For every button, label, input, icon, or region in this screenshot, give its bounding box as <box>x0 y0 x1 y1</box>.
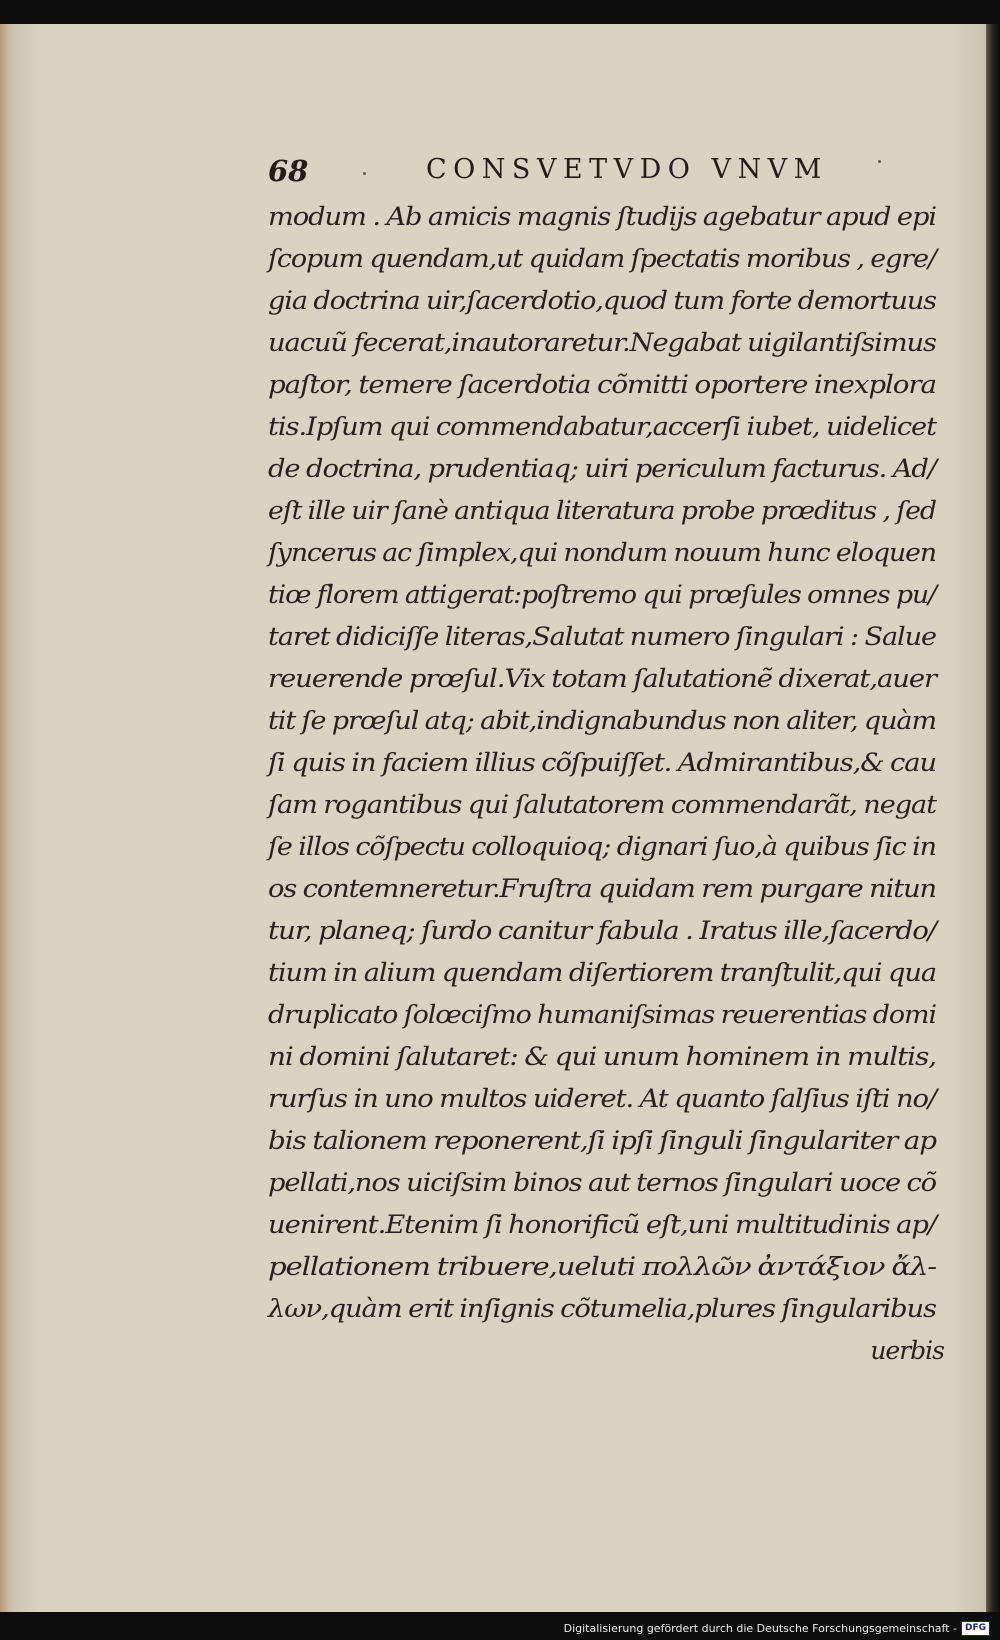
text-line: tis.Ipſum qui commendabatur,accerſi iubet, uidelicet <box>268 412 936 441</box>
text-line: ſyncerus ac ſimplex,qui nondum nouum hunc eloquen <box>268 538 936 567</box>
ornament-dot-icon <box>878 160 881 163</box>
text-line: reuerende prœſul.Vix totam ſalutationẽ dixerat,auer <box>268 664 936 693</box>
catchword: uerbis <box>870 1336 944 1365</box>
text-line: druplicato ſolœciſmo humaniſsimas reuerentias domi <box>268 1000 936 1029</box>
text-line: eſt ille uir ſanè antiqua literatura probe prœditus , ſed <box>268 496 936 525</box>
text-line: os contemneretur.Fruſtra quidam rem purgare nitun <box>268 874 936 903</box>
text-line: pellationem tribuere,ueluti πολλῶν ἀντάξιον ἄλ- <box>268 1252 936 1281</box>
dfg-logo: DFG <box>961 1621 990 1636</box>
text-line: bis talionem reponerent,ſi ipſi ſinguli ſingulariter ap <box>268 1126 936 1155</box>
text-line: uacuũ fecerat,inautoraretur.Negabat uigilantiſsimus <box>268 328 936 357</box>
text-line: ſe illos cõſpectu colloquioq; dignari ſuo,à quibus ſic in <box>268 832 936 861</box>
text-line: rurſus in uno multos uideret. At quanto ſalſius iſti no/ <box>268 1084 936 1113</box>
body-text <box>268 196 944 1372</box>
credit-text: Digitalisierung gefördert durch die Deutsche Forschungsgemeinschaft - <box>563 1622 957 1635</box>
text-line: taret didiciſſe literas,Salutat numero ſingulari : Salue <box>268 622 936 651</box>
text-line: uenirent.Etenim ſi honorificũ eſt,uni multitudinis ap/ <box>268 1210 936 1239</box>
text-line: ni domini ſalutaret: & qui unum hominem in multis, <box>268 1042 936 1071</box>
digitization-credit <box>564 1621 990 1636</box>
text-line: tium in alium quendam diſertiorem tranſtulit,qui qua <box>268 958 936 987</box>
text-line: tur, planeq; ſurdo canitur fabula . Iratus ille,ſacerdo/ <box>268 916 936 945</box>
running-title: CONSVETVDO VNVM <box>426 154 828 185</box>
page-number: 68 <box>268 154 309 188</box>
text-line: modum . Ab amicis magnis ſtudijs agebatur apud epi <box>268 202 936 231</box>
page-gutter-shadow <box>0 24 10 1612</box>
text-line: gia doctrina uir,ſacerdotio,quod tum forte demortuus <box>268 286 936 315</box>
text-line: ſi quis in faciem illius cõſpuiſſet. Admirantibus,& cau <box>268 748 936 777</box>
text-line: pellati,nos uiciſsim binos aut ternos ſingulari uoce cõ <box>268 1168 936 1197</box>
page-edge-shadow <box>986 24 1000 1612</box>
text-line: tit ſe prœſul atq; abit,indignabundus non aliter, quàm <box>268 706 936 735</box>
text-line: ſam rogantibus qui ſalutatorem commendarãt, negat <box>268 790 936 819</box>
text-line: de doctrina, prudentiaq; uiri periculum facturus. Ad/ <box>268 454 936 483</box>
ornament-dot-icon <box>363 172 366 175</box>
text-line: tiœ florem attigerat:poſtremo qui prœſules omnes pu/ <box>268 580 936 609</box>
running-head <box>268 150 938 190</box>
text-line: ſcopum quendam,ut quidam ſpectatis moribus , egre/ <box>268 244 936 273</box>
text-line: paſtor, temere ſacerdotia cõmitti oportere inexplora <box>268 370 936 399</box>
text-line: λων,quàm erit inſignis cõtumelia,plures ſingularibus <box>268 1294 937 1323</box>
